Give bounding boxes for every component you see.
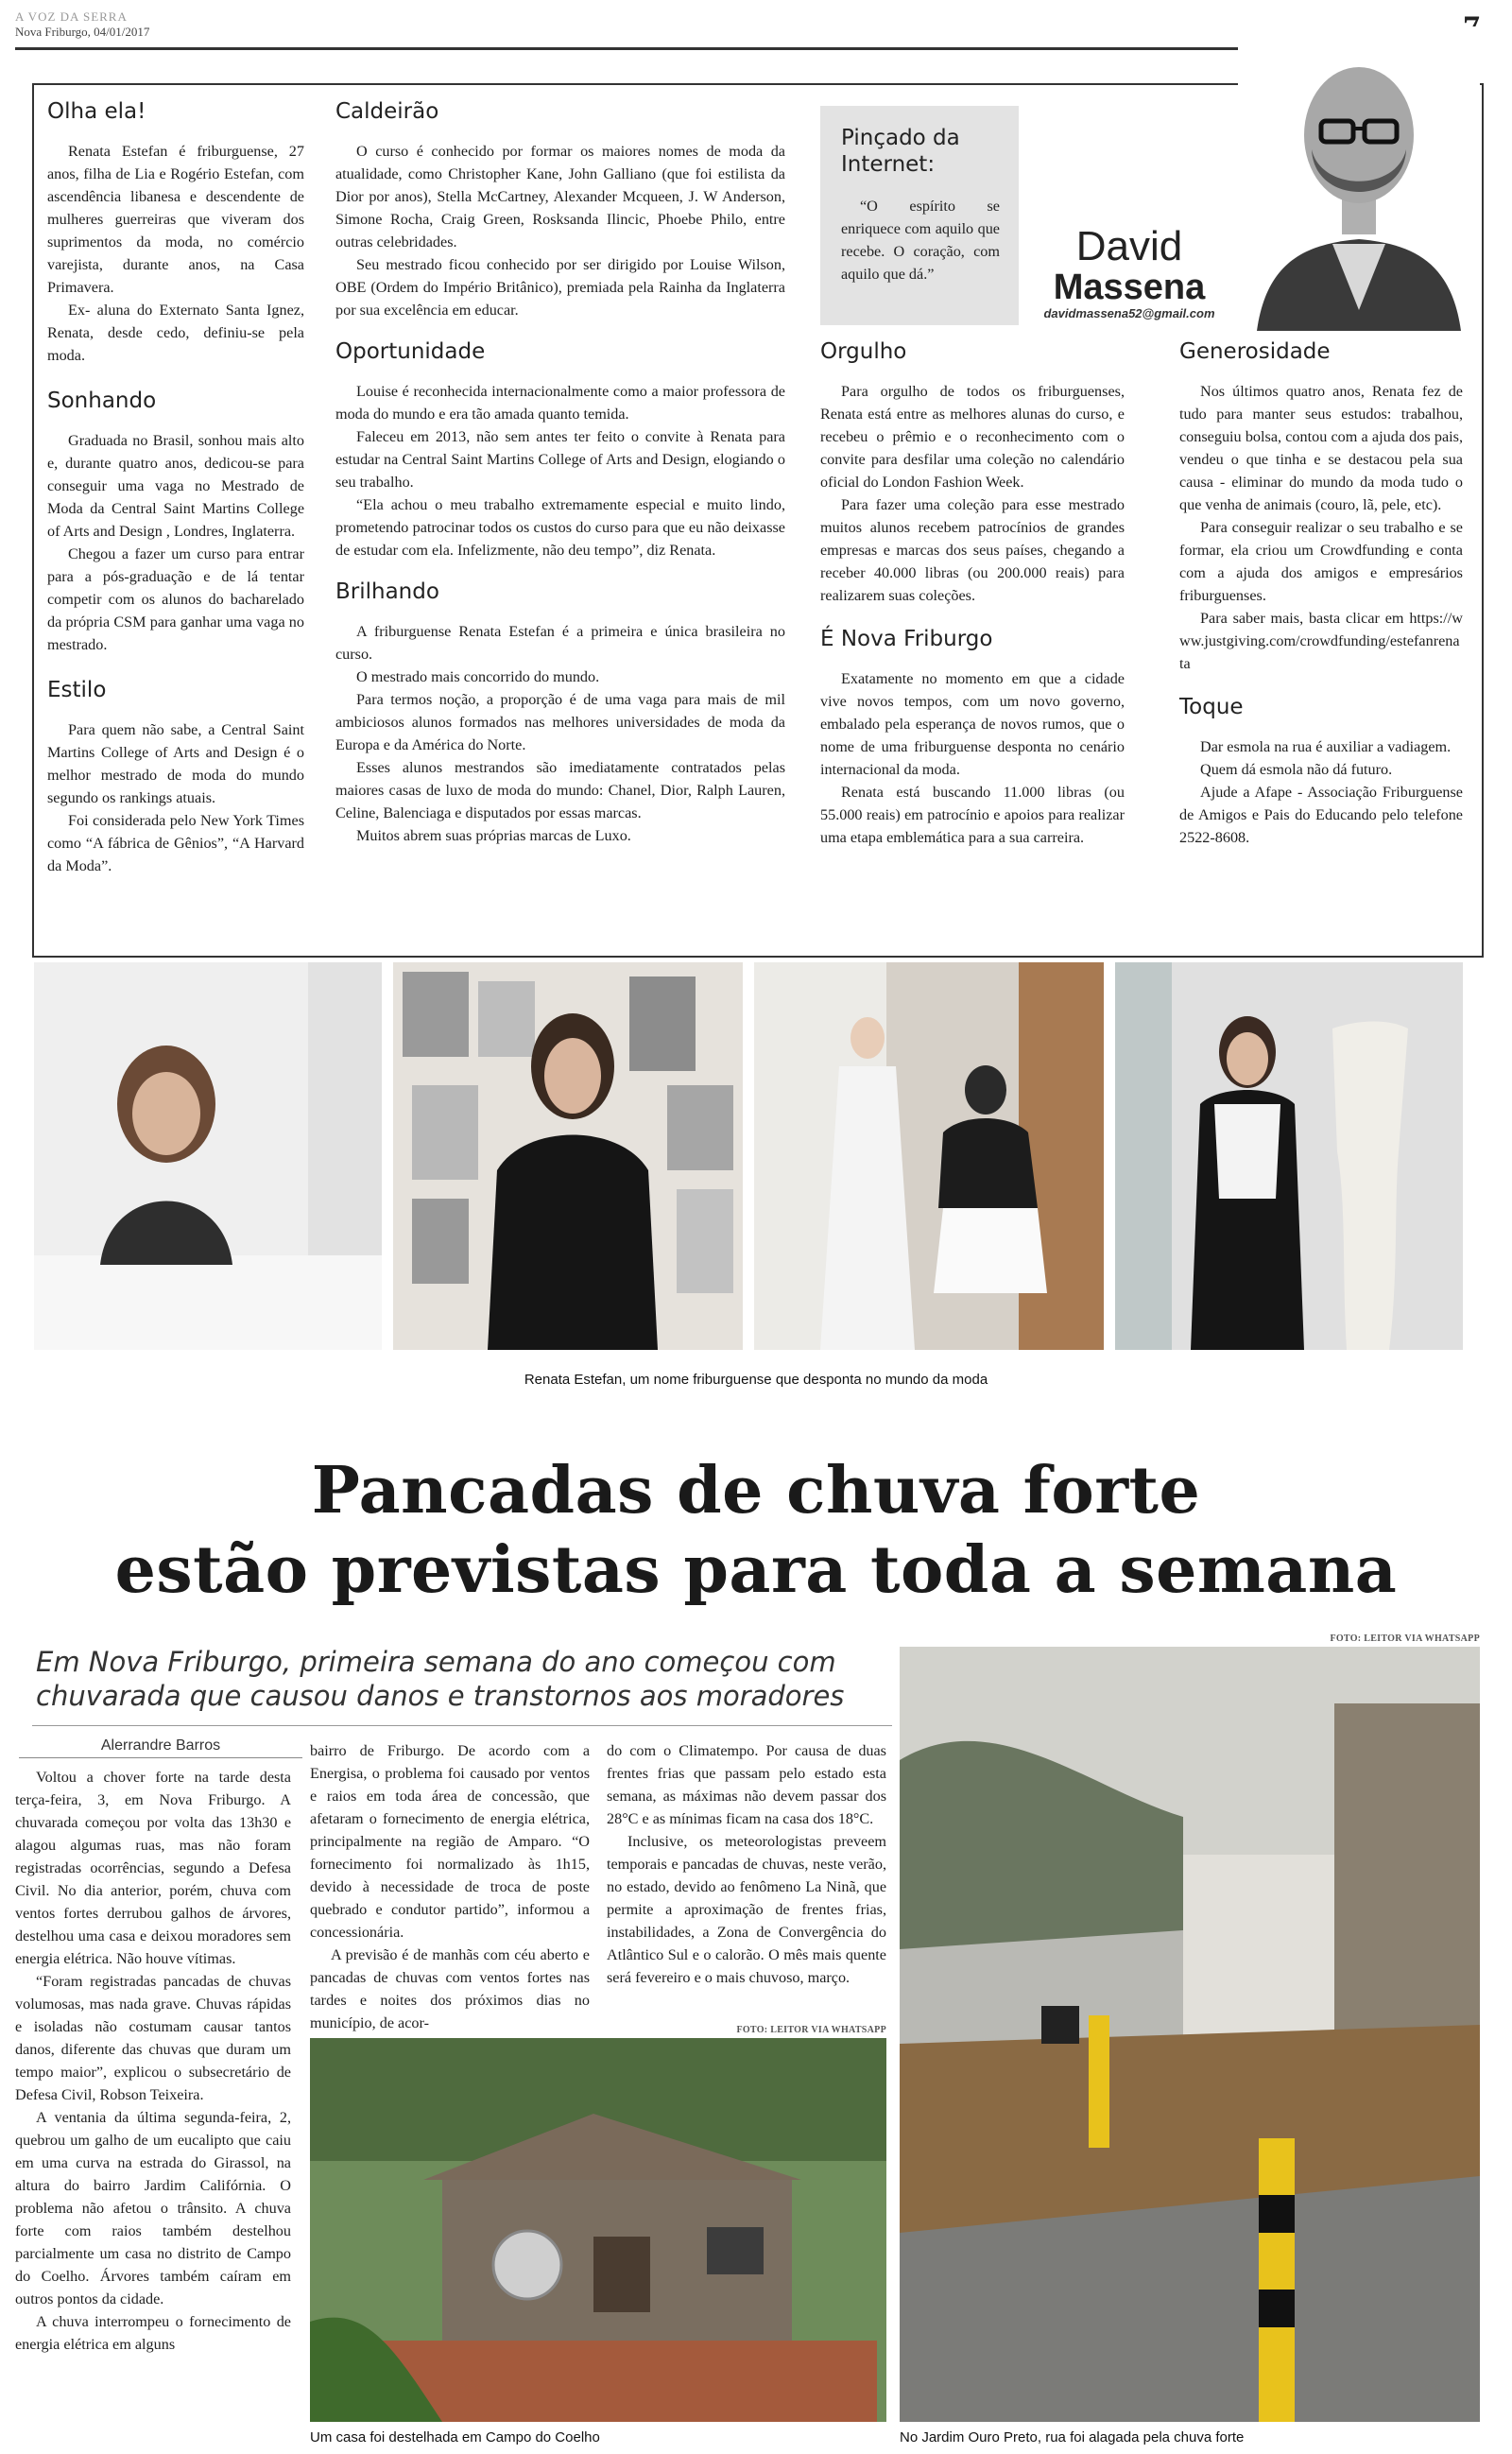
author-byline <box>1021 225 1238 320</box>
paragraph: O mestrado mais concorrido do mundo. <box>356 668 600 685</box>
paragraph: Renata Estefan é friburguense, 27 anos, filha de Lia e Rogério Estefan, com ascendência libanesa e descendente de mulheres guerreiras que viveram dos suprimentos da moda, no comércio varejista, durante anos, na Casa Primavera. <box>47 143 304 296</box>
subhead-nova-friburgo: É Nova Friburgo <box>820 627 993 651</box>
paragraph: Esses alunos mestrandos são imediatamente contratados pelas maiores casas de luxo de moda do mundo: Chanel, Dior, Ralph Lauren, Celine, Balenciaga e disputados por essas marcas. <box>335 759 785 821</box>
subhead-caldeirao: Caldeirão <box>335 99 439 124</box>
house-photo-icon <box>310 2038 886 2422</box>
photo-renata-collage <box>393 962 743 1350</box>
byline: Alerrandre Barros <box>19 1737 302 1758</box>
author-email: davidmassena52@gmail.com <box>1043 306 1215 320</box>
paragraph: Quem dá esmola não dá futuro. <box>1200 761 1393 778</box>
photo-credit-street: FOTO: LEITOR VIA WHATSAPP <box>1330 1633 1480 1644</box>
quote-heading: Pinçado da Internet: <box>841 126 960 177</box>
column-4 <box>820 340 1125 849</box>
paragraph: bairro de Friburgo. De acordo com a Energisa, o problema foi causado por ventos e raios em toda área de concessão, que afetaram o fornecimento de energia elétrica, principalmente na região de Amparo. “O fornecimento foi normalizado às 1h15, devido à necessidade de troca de poste quebrado e condutor partido”, informou a concessionária. <box>310 1742 590 1941</box>
quote-text: “O espírito se enriquece com aquilo que recebe. O coração, com aquilo que dá.” <box>841 198 1000 283</box>
paragraph: Foi considerada pelo New York Times como “A fábrica de Gênios”, “A Harvard da Moda”. <box>47 812 304 874</box>
paragraph: A friburguense Renata Estefan é a primeira e única brasileira no curso. <box>335 623 785 663</box>
photo-strip-caption: Renata Estefan, um nome friburguense que desponta no mundo da moda <box>524 1372 988 1388</box>
paragraph: Ajude a Afape - Associação Friburguense de Amigos e Pais do Educando pelo telefone 2522-8608. <box>1179 784 1463 846</box>
subhead-brilhando: Brilhando <box>335 579 439 604</box>
photo-renata-desk <box>34 962 382 1350</box>
fitting-photo-icon <box>754 962 1104 1350</box>
paragraph: “Foram registradas pancadas de chuvas volumosas, mas nada grave. Chuvas rápidas e isoladas não costumam causar tantos danos, diferente das chuvas que duram um tempo maior”, explicou o subsecretário de Defesa Civil, Robson Teixeira. <box>15 1973 291 2103</box>
paragraph: Para quem não sabe, a Central Saint Martins College of Arts and Design é o melhor mestrado de moda do mundo segundo os rankings atuais. <box>47 721 304 806</box>
subhead-oportunidade: Oportunidade <box>335 339 486 364</box>
paragraph: Exatamente no momento em que a cidade vive novos tempos, com um novo governo, embalado pela esperança de novos rumos, que o nome de uma friburguense desponta no cenário internacional da moda. <box>820 670 1125 778</box>
news-column-3 <box>607 1739 886 1989</box>
subhead-orgulho: Orgulho <box>820 339 907 364</box>
paragraph: Voltou a chover forte na tarde desta terça-feira, 3, em Nova Friburgo. A chuvarada começou por volta das 13h30 e alagou algumas ruas, mas não foram registradas ocorrências, segundo a Defesa Civil. No dia anterior, porém, chuva com ventos fortes derrubou galhos de árvores, destelhou uma casa e deixou moradores sem energia elétrica. Não houve vítimas. <box>15 1769 291 1967</box>
headline-line-1: Pancadas de chuva forte <box>311 1453 1201 1529</box>
deck-line-2: chuvarada que causou danos e transtornos aos moradores <box>36 1680 845 1712</box>
mannequin-photo-icon <box>1115 962 1463 1350</box>
author-portrait <box>1238 26 1480 331</box>
newspaper-name: A VOZ DA SERRA <box>15 9 128 24</box>
masthead <box>15 9 149 40</box>
paragraph: Renata está buscando 11.000 libras (ou 55.000 reais) em patrocínio e apoios para realizar uma etapa emblemática para a sua carreira. <box>820 784 1125 846</box>
paragraph: A chuva interrompeu o fornecimento de energia elétrica em alguns <box>15 2313 291 2353</box>
paragraph: Louise é reconhecida internacionalmente como a maior professora de moda do mundo e era tão amada quanto temida. <box>335 383 785 423</box>
paragraph: Para orgulho de todos os friburguenses, Renata está entre as melhores alunas do curso, e recebeu o prêmio e o reconhecimento com o convite para desfilar uma coleção no calendário oficial do London Fashion Week. <box>820 383 1125 491</box>
column-2 <box>335 100 785 847</box>
paragraph: Para termos noção, a proporção é de uma vaga para mais de mil ambiciosos alunos formados nas melhores universidades de moda da Europa e da América do Norte. <box>335 691 785 753</box>
subhead-estilo: Estilo <box>47 678 107 702</box>
news-column-1 <box>15 1766 291 2437</box>
news-column-2 <box>310 1739 590 2034</box>
photo-fitting <box>754 962 1104 1350</box>
quote-box <box>820 106 1019 325</box>
subhead-toque: Toque <box>1179 695 1244 719</box>
paragraph: Ex- aluna do Externato Santa Ignez, Renata, desde cedo, definiu-se pela moda. <box>47 302 304 364</box>
paragraph: Muitos abrem suas próprias marcas de Luxo. <box>356 827 631 844</box>
paragraph: A ventania da última segunda-feira, 2, quebrou um galho de um eucalipto que caiu em uma curva na estrada do Girassol, na altura do bairro Jardim Califórnia. O problema não afetou o trânsito. A chuva forte com raios também destelhou parcialmente um casa no distrito de Campo do Coelho. Árvores também caíram em outros pontos da cidade. <box>15 2109 291 2307</box>
paragraph: Graduada no Brasil, sonhou mais alto e, durante quatro anos, dedicou-se para conseguir uma vaga no Mestrado de Moda da Central Saint Martins College of Arts and Design , Londres, Inglaterra. <box>47 432 304 540</box>
photo-credit-house: FOTO: LEITOR VIA WHATSAPP <box>736 2025 886 2035</box>
subhead-sonhando: Sonhando <box>47 389 157 413</box>
dateline: Nova Friburgo, 04/01/2017 <box>15 25 150 39</box>
paragraph: do com o Climatempo. Por causa de duas frentes frias que passam pelo estado esta semana, as máximas não devem passar dos 28°C e as mínimas ficam na casa dos 18°C. <box>607 1742 886 1827</box>
headline <box>0 1451 1512 1610</box>
paragraph: Faleceu em 2013, não sem antes ter feito o convite à Renata para estudar na Central Saint Martins College of Arts and Design, elogiando o seu trabalho. <box>335 428 785 491</box>
subhead-olha-ela: Olha ela! <box>47 99 146 124</box>
paragraph: Para fazer uma coleção para esse mestrado muitos alunos recebem patrocínios de grandes empresas e marcas dos seus países, chegando a receber 40.000 libras (ou 200.000 reais) para realizarem suas coleções. <box>820 496 1125 604</box>
paragraph: “Ela achou o meu trabalho extremamente especial e muito lindo, prometendo patrocinar todos os custos do curso para que eu não deixasse de estudar com ela. Infelizmente, não deu tempo”, diz Renata. <box>335 496 785 559</box>
paragraph: Para saber mais, basta clicar em https://www.justgiving.com/crowdfunding/estefanrenata <box>1179 610 1463 672</box>
paragraph: O curso é conhecido por formar os maiores nomes de moda da atualidade, como Christopher Kane, John Galliano (que foi estilista da Dior por anos), Stella McCartney, Alexander Mcqueen, J. W Anderson, Simone Rocha, Craig Green, Rosksanda Ilincic, Phoebe Philo, entre outras celebridades. <box>335 143 785 251</box>
photo-flooded-street <box>900 1647 1480 2422</box>
photo-damaged-house <box>310 2038 886 2422</box>
column-1 <box>47 100 304 877</box>
author-last-name: Massena <box>1053 268 1206 307</box>
paragraph: Para conseguir realizar o seu trabalho e se formar, ela criou um Crowdfunding e conta com a ajuda dos amigos e empresários friburguenses. <box>1179 519 1463 604</box>
paragraph: Dar esmola na rua é auxiliar a vadiagem. <box>1200 738 1452 755</box>
headline-line-2: estão previstas para toda a semana <box>114 1532 1398 1608</box>
house-photo-caption: Um casa foi destelhada em Campo do Coelho <box>310 2429 600 2445</box>
paragraph: Chegou a fazer um curso para entrar para a pós-graduação e de lá tentar competir com os alunos do bacharelado da própria CSM para ganhar uma vaga no mestrado. <box>47 545 304 653</box>
author-first-name: David <box>1075 223 1183 269</box>
author-photo-icon <box>1238 26 1480 331</box>
paragraph: Seu mestrado ficou conhecido por ser dirigido por Louise Wilson, OBE (Ordem do Império Britânico), premiada pela Rainha da Inglaterra por sua excelência em educar. <box>335 256 785 319</box>
paragraph: Nos últimos quatro anos, Renata fez de tudo para manter seus estudos: trabalhou, conseguiu bolsa, contou com a ajuda dos pais, vendeu o que tinha e se destacou pela sua causa - eliminar do mundo da moda tudo o que venha de animais (couro, lã, pele, etc). <box>1179 383 1463 513</box>
portrait-photo-icon <box>34 962 382 1350</box>
photo-mannequin <box>1115 962 1463 1350</box>
subhead-generosidade: Generosidade <box>1179 339 1331 364</box>
paragraph: Inclusive, os meteorologistas preveem temporais e pancadas de chuvas, neste verão, no estado, devido ao fenômeno La Ninã, que permite a aproximação de frentes frias, instabilidades, a Zona de Convergência do Atlântico Sul e o calorão. O mês mais quente será fevereiro e o mais chuvoso, março. <box>607 1833 886 1986</box>
column-5 <box>1179 340 1463 849</box>
street-photo-caption: No Jardim Ouro Preto, rua foi alagada pela chuva forte <box>900 2429 1245 2445</box>
deck <box>36 1645 886 1713</box>
street-photo-icon <box>900 1647 1480 2422</box>
portrait-photo-icon <box>393 962 743 1350</box>
paragraph: A previsão é de manhãs com céu aberto e pancadas de chuvas com ventos fortes nas tardes e noites dos próximos dias no município, de acor- <box>310 1946 590 2031</box>
deck-line-1: Em Nova Friburgo, primeira semana do ano começou com <box>36 1646 836 1678</box>
deck-rule <box>32 1725 892 1726</box>
